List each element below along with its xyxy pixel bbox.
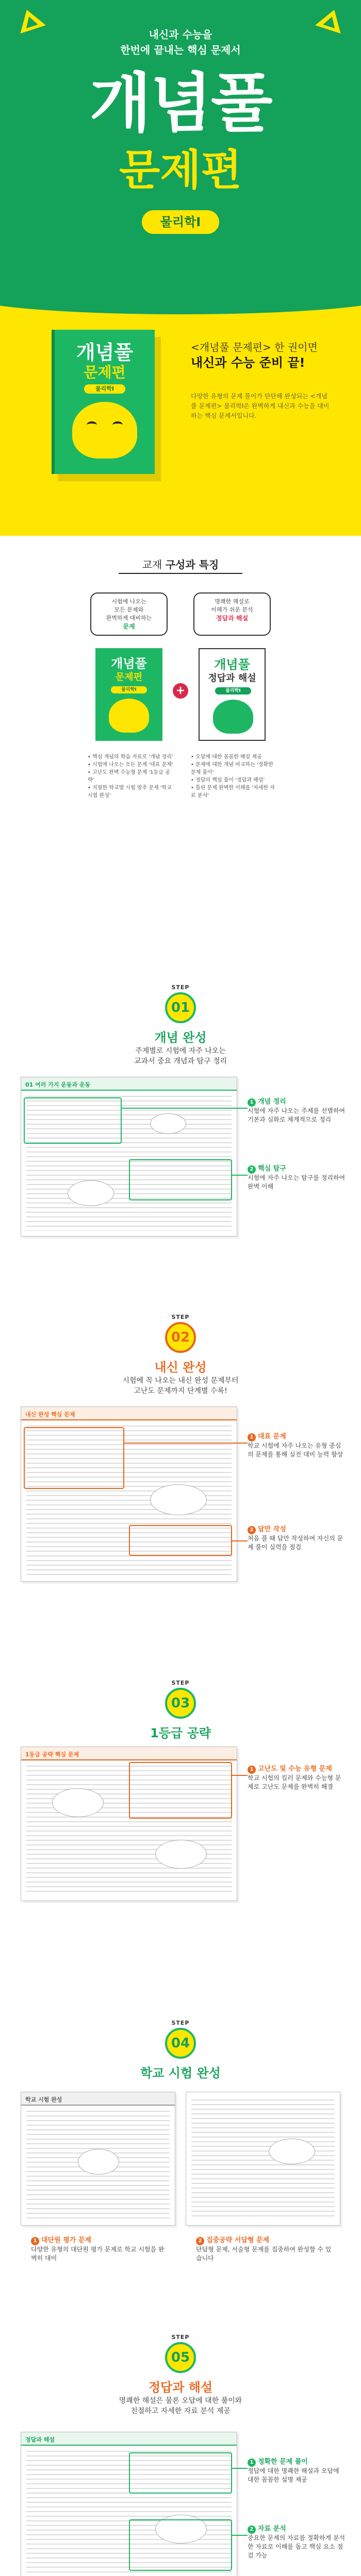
callout-text: 다양한 유형의 대단원 평가 문제로 학교 시험을 완벽히 대비 [31, 2246, 165, 2262]
callout-data-analysis [248, 2524, 346, 2560]
page-header-text: 1등급 공략 핵심 문제 [25, 1751, 79, 1758]
callout-number: 2 [248, 1165, 256, 1174]
diagram-figure [155, 1840, 207, 1869]
page-header-text: 01 여러 가지 운동과 운동 [25, 1081, 91, 1088]
book-title: 문제편 [84, 364, 126, 381]
bubble-line: 시험에 나오는 [111, 598, 146, 605]
callout-number: 1 [248, 1098, 256, 1107]
plus-icon: + [173, 683, 188, 699]
page-header-text: 학교 시험 완성 [25, 2096, 62, 2103]
callout-number: 1 [248, 1766, 256, 1774]
callout-text: 시험에 자주 나오는 주제를 선별하여 기본과 심화로 체계적으로 정리 [248, 1107, 346, 1123]
subject-tag: 물리학Ⅰ [142, 210, 219, 234]
connector-line [232, 1540, 248, 1541]
callout-answer-only [248, 1525, 346, 1552]
intro-description: 다양한 유형의 문제 풀이가 탄탄해 완성되는 <개념풀 문제편> 물리학Ⅰ은 완벽하게 내신과 수능을 대비하는 핵심 문제서입니다. [191, 393, 330, 419]
book-logo: 개념풀 [214, 657, 250, 672]
page-header [21, 2432, 237, 2446]
book-tag: 물리학Ⅰ [215, 687, 251, 694]
features-heading-pre: 교재 [142, 558, 166, 571]
page-header-text: 내신 완성 핵심 문제 [25, 1411, 75, 1418]
bubble-line: 완벽하게 대비하는 [106, 615, 152, 621]
page-header [21, 1407, 237, 1420]
step-number-badge: 02 [165, 1322, 196, 1353]
step-label: STEP [171, 1314, 190, 1320]
book-tag: 물리학Ⅰ [84, 384, 125, 394]
cat-mascot-icon [109, 699, 149, 733]
step-title: 학교 시험 완성 [140, 2066, 221, 2080]
bubble-line: 모든 문제와 [114, 606, 144, 613]
sample-page-written-answer [186, 2092, 340, 2226]
callout-written-answer [196, 2236, 335, 2263]
step-label: STEP [171, 2020, 190, 2026]
diagram-figure [52, 1788, 104, 1817]
cat-mascot-icon [213, 700, 253, 734]
callout-advanced [248, 1765, 346, 1791]
highlight-box [129, 1159, 232, 1200]
step-description [77, 2396, 284, 2416]
sample-page-unit-test [21, 2092, 175, 2226]
callout-text: 정답에 대한 명쾌한 해설과 오답에 대한 꼼꼼한 설명 제공 [248, 2467, 339, 2483]
highlight-box [24, 1097, 122, 1144]
step-number-badge: 04 [165, 2028, 196, 2059]
callout-title: 대단원 평가 문제 [41, 2236, 91, 2244]
callout-title: 집중공략 서답형 문제 [206, 2236, 270, 2244]
callout-number: 1 [248, 2459, 256, 2467]
step-title: 정답과 해설 [148, 2380, 213, 2395]
book-title: 정답과 해설 [208, 673, 256, 684]
connector-line [124, 1443, 248, 1444]
page-header [21, 1077, 237, 1091]
intro-answer: 내신과 수능 준비 끝! [191, 355, 305, 370]
callout-text: 중요한 문제의 자료를 정확하게 분석한 자료로 이해를 돕고 핵심 요소 점검 가능 [248, 2534, 346, 2559]
callout-title: 고난도 및 수능 유형 문제 [258, 1765, 332, 1773]
step-title: 1등급 공략 [150, 1726, 211, 1740]
step-title: 개념 완성 [154, 1030, 207, 1045]
cat-mascot-icon [72, 402, 137, 459]
book-cover [52, 330, 155, 474]
step-label: STEP [171, 984, 190, 991]
list-item: • 틀린 문제 완벽한 이해를 '자세한 자료 분석' [191, 784, 278, 800]
diagram-figure [68, 1180, 114, 1206]
bubble-line: 명쾌한 해설로 [215, 598, 250, 605]
step-description [77, 1046, 284, 1066]
bubble-emphasis: 문제 [123, 623, 135, 630]
callout-text: 학교 시험에 자주 나오는 유형 중심의 문제를 통해 실전 대비 능력 향상 [248, 1442, 343, 1458]
callout-solution [248, 2458, 346, 2484]
callout-number: 1 [31, 2237, 39, 2245]
connector-line [232, 2468, 248, 2469]
step-label: STEP [171, 1680, 190, 1686]
callout-text: 학교 시험의 킬러 문제와 수능형 문제로 고난도 문제를 완벽히 해결 [248, 1774, 341, 1790]
problem-book-cover [95, 648, 162, 741]
answer-book-cover [199, 648, 266, 741]
callout-unit-test [31, 2236, 170, 2263]
step-description-line: 주제별로 시험에 자주 나오는 [135, 1047, 226, 1055]
list-item: • 문제에 대한 개념 비교하는 '정확한 문제 풀이' [191, 761, 278, 776]
book-logo: 개념풀 [76, 341, 134, 364]
callout-title: 핵심 탐구 [258, 1165, 286, 1173]
speech-bubble-problems [90, 592, 168, 636]
step-description-line: 친절하고 자세한 자료 분석 제공 [130, 2407, 231, 2415]
step-label: STEP [171, 2334, 190, 2341]
callout-concept [248, 1097, 346, 1124]
step-title: 내신 완성 [154, 1360, 207, 1375]
step-description-line: 고난도 문제까지 단계별 수록! [134, 1387, 227, 1395]
step-number-badge: 01 [165, 992, 196, 1023]
page-header-text: 정답과 해설 [25, 2436, 55, 2443]
callout-number: 2 [196, 2237, 204, 2245]
list-item: • 시험에 나오는 모든 문제 '대표 문제' [88, 761, 175, 769]
divider [119, 573, 242, 574]
diagram-figure [269, 2139, 315, 2164]
green-arc-divider [0, 278, 361, 314]
callout-inquiry [248, 1164, 346, 1191]
hero-title: 문제편 [119, 146, 242, 195]
callout-representative [248, 1432, 346, 1459]
bubble-emphasis: 정답과 해설 [216, 615, 249, 622]
callout-text: 단답형 문제, 서술형 문제를 집중하여 완성할 수 있습니다 [196, 2246, 332, 2262]
page-header [21, 2092, 175, 2106]
connector-line [232, 2535, 248, 2536]
highlight-box [129, 1762, 232, 1819]
intro-question: <개념풀 문제편> 한 권이면 [191, 341, 318, 353]
list-item: • 핵심 개념의 학습 자료로 '개념 정리' [88, 753, 175, 761]
book-logo: 개념풀 [111, 656, 147, 671]
page-header [21, 1747, 237, 1760]
callout-title: 정확한 문제 풀이 [258, 2458, 308, 2466]
hero-subtitle [0, 27, 361, 58]
callout-title: 대표 문제 [258, 1433, 286, 1440]
step-description [77, 1376, 284, 1396]
callout-title: 자료 분석 [258, 2525, 286, 2533]
callout-text: 처음 풀 때 답만 작성하여 자신의 문제 풀이 실력을 점검 [248, 1535, 343, 1551]
features-heading [119, 556, 242, 571]
highlight-box [129, 2519, 232, 2571]
connector-line [122, 1108, 248, 1109]
diagram-figure [150, 1484, 207, 1515]
diagram-figure [150, 1113, 186, 1134]
callout-number: 1 [248, 1433, 256, 1442]
step-number-badge: 03 [165, 1688, 196, 1719]
step-description-line: 시험에 꼭 나오는 내신 완성 문제부터 [122, 1377, 239, 1385]
list-item: • 지필한 학교별 시험 맞추 문제 '학교시험 완성' [88, 784, 175, 800]
highlight-box [129, 1525, 232, 1556]
step-number-badge: 05 [165, 2342, 196, 2373]
list-item: • 고난도 완벽 수능형 문제 '1등급 공략' [88, 769, 175, 784]
answer-book-features [191, 753, 278, 800]
callout-number: 2 [248, 1526, 256, 1534]
book-tag: 물리학Ⅰ [111, 686, 147, 693]
features-heading-bold: 구성과 특징 [165, 558, 219, 571]
bubble-line: 이해가 쉬운 분석 [211, 606, 253, 613]
problem-book-features [88, 753, 175, 800]
list-item: • 오답에 대한 꼼꼼한 해설 제공 [191, 753, 278, 761]
callout-text: 시험에 자주 나오는 탐구를 정리하여 완벽 이해 [248, 1174, 346, 1190]
hero-subtitle-line1: 내신과 수능을 [149, 28, 212, 41]
text-lines [191, 2099, 335, 2220]
callout-title: 답만 작성 [258, 1526, 286, 1533]
callout-number: 2 [248, 2526, 256, 2534]
brand-logo: 개념풀 [89, 66, 272, 141]
hero-subtitle-line2: 한번에 끝내는 핵심 문제서 [120, 44, 241, 56]
speech-bubble-answers [193, 592, 271, 636]
callout-title: 개념 정리 [258, 1098, 286, 1106]
list-item: • 정답의 핵심 풀이 '정답과 해설' [191, 776, 278, 784]
intro-section [0, 294, 361, 536]
connector-line [232, 1175, 248, 1176]
connector-line [232, 1775, 248, 1776]
highlight-box [129, 2452, 232, 2494]
highlight-box [24, 1427, 124, 1489]
hero-banner [0, 0, 361, 294]
diagram-figure [78, 2149, 119, 2175]
step-description-line: 명쾌한 해설은 물론 오답에 대한 풀이와 [119, 2397, 242, 2405]
book-title: 문제편 [115, 672, 143, 683]
step-description-line: 교과서 중요 개념과 탐구 정리 [134, 1057, 227, 1065]
